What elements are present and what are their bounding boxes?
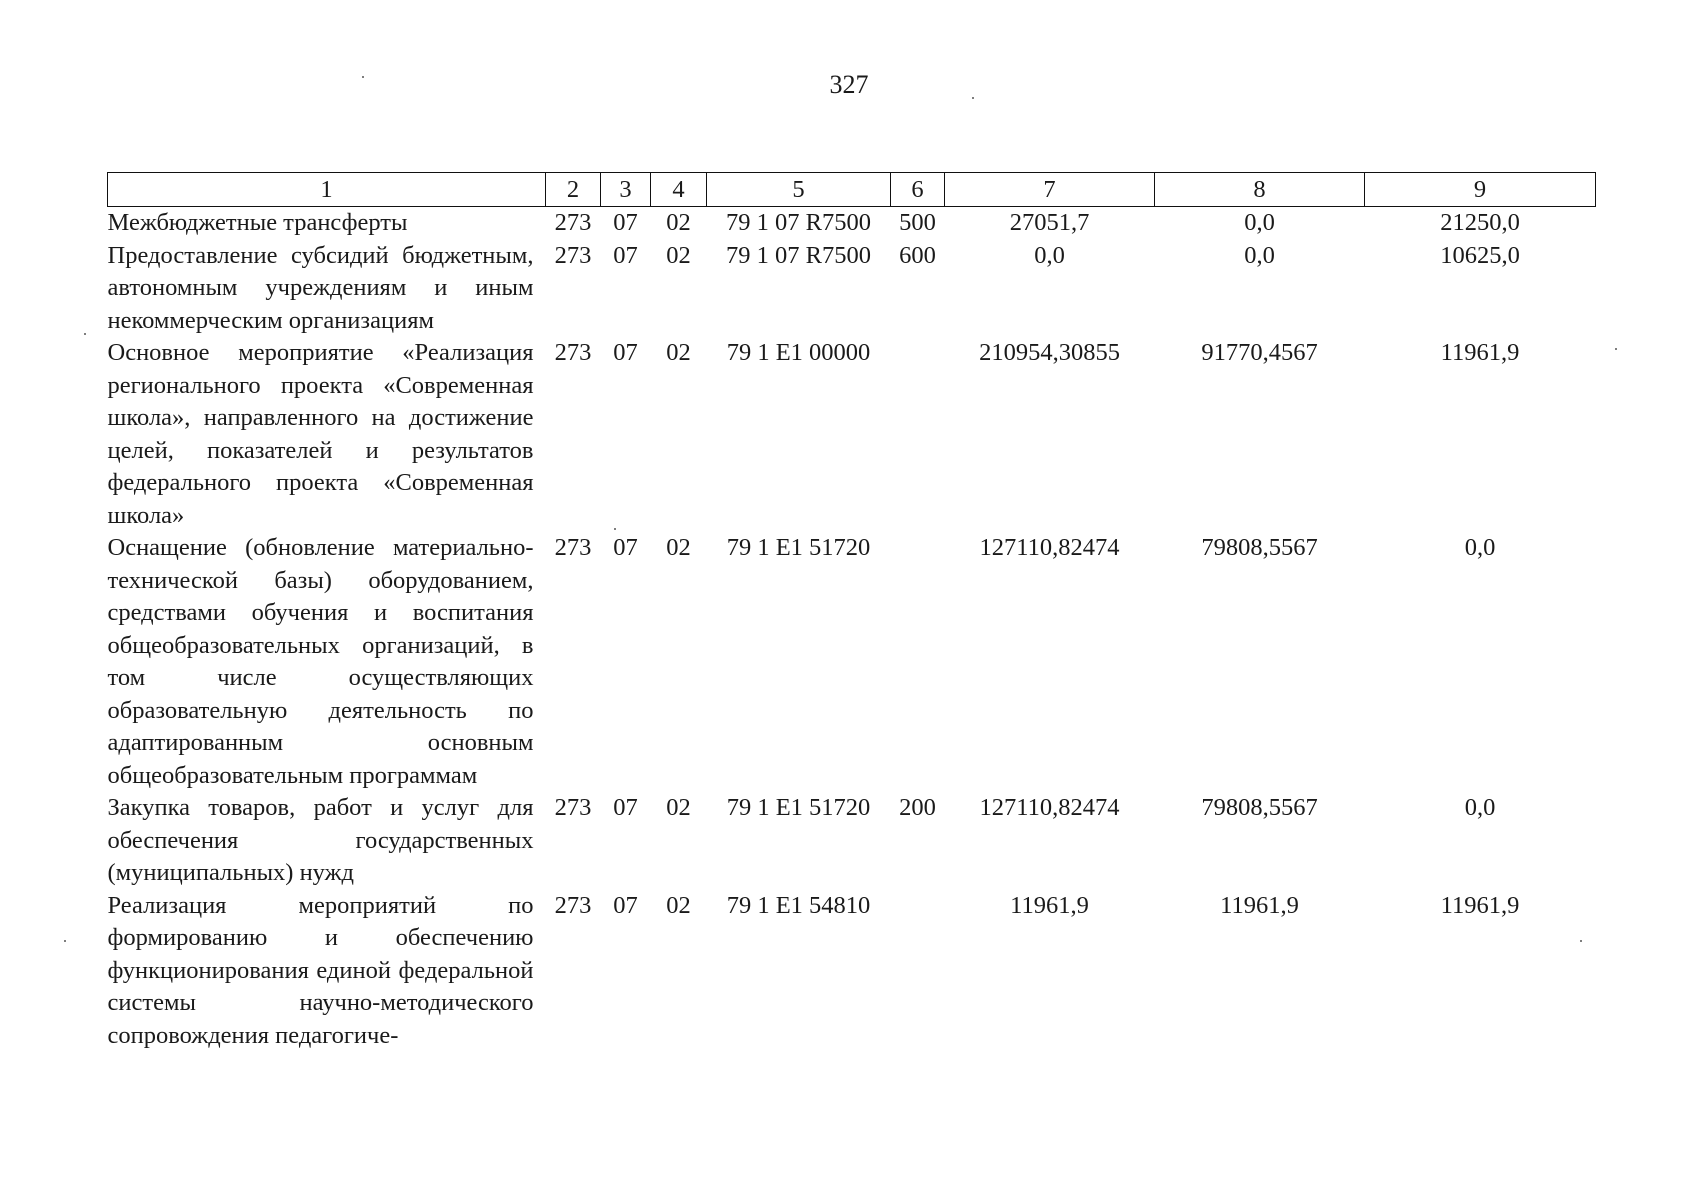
cell-col8: 0,0 xyxy=(1244,241,1275,269)
cell-col5: 79 1 E1 51720 xyxy=(726,794,871,821)
cell-col6: 500 xyxy=(899,209,936,236)
row-name: Межбюджетные трансферты xyxy=(107,209,408,236)
table-row xyxy=(108,890,1596,1053)
scan-speck xyxy=(614,528,616,530)
cell-col7: 127110,82474 xyxy=(979,534,1120,561)
header-cell-5: 5 xyxy=(707,173,891,207)
cell-col9: 21250,0 xyxy=(1440,209,1520,236)
header-cell-1: 1 xyxy=(108,173,546,207)
cell-col9: 11961,9 xyxy=(1440,891,1520,919)
cell-col5: 79 1 E1 00000 xyxy=(726,339,871,366)
cell-col9: 0,0 xyxy=(1464,794,1496,821)
cell-col3: 07 xyxy=(613,241,638,269)
cell-col6: 200 xyxy=(899,794,936,821)
cell-col8: 91770,4567 xyxy=(1201,339,1318,366)
cell-col3: 07 xyxy=(613,534,638,561)
row-name: Предоставление субсидий бюджетным, автономным учреждениям и иным некоммерческим организациям xyxy=(107,241,534,334)
cell-col8: 0,0 xyxy=(1244,209,1275,236)
cell-col5: 79 1 E1 51720 xyxy=(726,534,871,561)
cell-col6 xyxy=(891,337,945,532)
cell-col6 xyxy=(891,890,945,1053)
header-row xyxy=(108,173,1596,207)
cell-col2: 273 xyxy=(554,339,592,366)
scan-speck xyxy=(64,940,66,942)
cell-col3: 07 xyxy=(613,891,638,919)
header-cell-3: 3 xyxy=(601,173,651,207)
cell-col5: 79 1 07 R7500 xyxy=(726,209,871,236)
cell-col7: 127110,82474 xyxy=(979,794,1120,821)
table-row xyxy=(108,240,1596,338)
cell-col7: 210954,30855 xyxy=(979,339,1120,366)
cell-col4: 02 xyxy=(666,794,691,821)
cell-col8: 79808,5567 xyxy=(1201,794,1318,821)
cell-col9: 11961,9 xyxy=(1440,339,1520,366)
header-cell-8: 8 xyxy=(1155,173,1365,207)
cell-col6 xyxy=(891,532,945,792)
cell-col3: 07 xyxy=(613,209,638,236)
cell-col2: 273 xyxy=(554,534,592,561)
cell-col2: 273 xyxy=(554,209,592,236)
scan-speck xyxy=(1580,940,1582,942)
cell-col9: 0,0 xyxy=(1464,534,1496,561)
cell-col5: 79 1 07 R7500 xyxy=(726,241,871,269)
cell-col4: 02 xyxy=(666,241,691,269)
row-name: Реализация мероприятий по формированию и обеспечению функционирования единой федеральной системы научно-методического сопровождения педагогиче- xyxy=(107,891,534,1049)
cell-col3: 07 xyxy=(613,794,638,821)
header-cell-4: 4 xyxy=(651,173,707,207)
row-name: Закупка товаров, работ и услуг для обеспечения государственных (муниципальных) нужд xyxy=(107,794,534,886)
scan-speck xyxy=(362,76,364,78)
cell-col4: 02 xyxy=(666,339,691,366)
cell-col4: 02 xyxy=(666,534,691,561)
cell-col3: 07 xyxy=(613,339,638,366)
scan-speck xyxy=(1615,348,1617,350)
cell-col2: 273 xyxy=(554,794,592,821)
table-row xyxy=(108,207,1596,240)
header-cell-9: 9 xyxy=(1365,173,1596,207)
cell-col6: 600 xyxy=(899,241,936,269)
cell-col4: 02 xyxy=(666,209,691,236)
cell-col8: 11961,9 xyxy=(1220,891,1299,919)
cell-col7: 0,0 xyxy=(1034,241,1065,269)
header-cell-7: 7 xyxy=(945,173,1155,207)
cell-col8: 79808,5567 xyxy=(1201,534,1318,561)
header-cell-2: 2 xyxy=(546,173,601,207)
table-row xyxy=(108,337,1596,532)
row-name: Основное мероприятие «Реализация регионального проекта «Современная школа», направленного на достижение целей, показателей и результатов федерального проекта «Современная школа» xyxy=(107,339,534,529)
table-row xyxy=(108,532,1596,792)
cell-col4: 02 xyxy=(666,891,691,919)
page-number: 327 xyxy=(829,70,869,99)
budget-table xyxy=(107,172,1596,1052)
cell-col7: 27051,7 xyxy=(1009,209,1090,236)
cell-col2: 273 xyxy=(554,891,592,919)
cell-col2: 273 xyxy=(554,241,592,269)
cell-col5: 79 1 E1 54810 xyxy=(726,891,871,919)
cell-col9: 10625,0 xyxy=(1440,241,1520,269)
table-row xyxy=(108,792,1596,890)
cell-col7: 11961,9 xyxy=(1010,891,1089,919)
scan-speck xyxy=(972,97,974,99)
row-name: Оснащение (обновление материально-технической базы) оборудованием, средствами обучения и воспитания общеобразовательных организаций, в том числе осуществляющих образовательную деятельность по адаптированным основным общеобразовательным программам xyxy=(107,534,534,789)
scan-speck xyxy=(84,333,86,335)
header-cell-6: 6 xyxy=(891,173,945,207)
